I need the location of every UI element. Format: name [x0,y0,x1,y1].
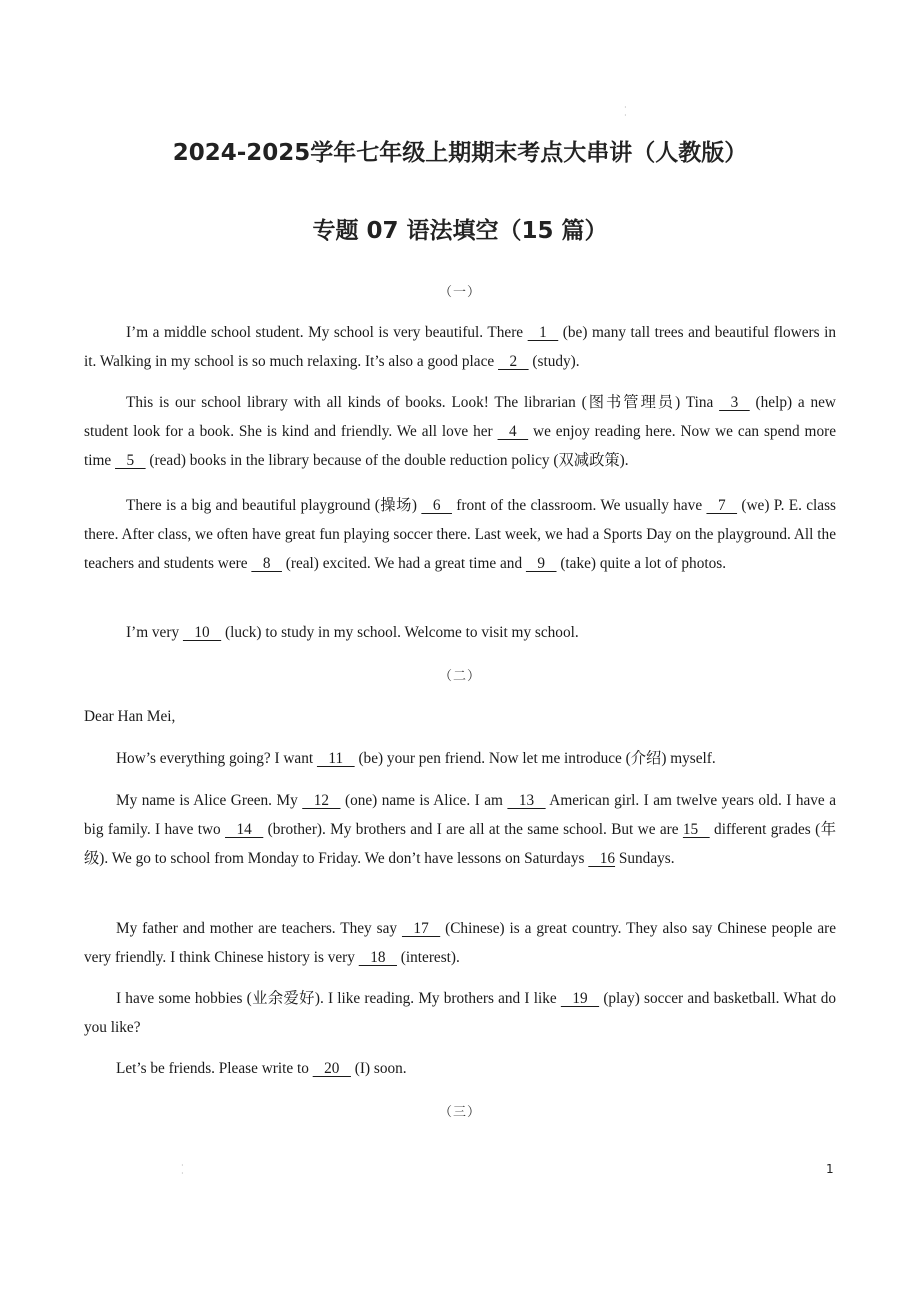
blank-1: 1 [527,324,559,341]
blank-8: 8 [251,555,282,572]
blank-20: 20 [312,1060,351,1077]
blank-5: 5 [115,452,146,469]
passage2-paragraph-4: I have some hobbies (业余爱好). I like reading. My brothers and I like 19 (play) soccer and basketball. What do you like? [84,984,836,1042]
passage1-paragraph-1: I’m a middle school student. My school is very beautiful. There 1 (be) many tall trees and beautiful flowers in it. Walking in my school is so much relaxing. It’s also a good place 2 (study). [84,318,836,376]
blank-18: 18 [358,949,397,966]
blank-15: 15 [682,821,710,838]
passage1-paragraph-2: This is our school library with all kinds of books. Look! The librarian (图书管理员) Tina 3 (help) a new student look for a book. She is kind and friendly. We all love her 4 we enjoy reading here. Now we can spend more time 5 (read) books in the library because of the double reduction policy (双减政策). [84,388,836,475]
blank-3: 3 [719,394,750,411]
section-heading-two: （二） [438,668,481,683]
blank-6: 6 [421,497,452,514]
blank-4: 4 [497,423,529,440]
blank-16: 16 [588,850,616,867]
document-subtitle: 专题 07 语法填空（15 篇） [312,218,608,244]
passage1-paragraph-4: I’m very 10 (luck) to study in my school. Welcome to visit my school. [84,618,836,647]
blank-12: 12 [302,792,341,809]
passage2-paragraph-5: Let’s be friends. Please write to 20 (I) soon. [84,1054,836,1083]
header-mark: · · [624,103,627,120]
blank-19: 19 [560,990,600,1007]
letter-greeting: Dear Han Mei, [84,708,176,725]
passage1-paragraph-3: There is a big and beautiful playground (操场) 6 front of the classroom. We usually have 7 (we) P. E. class there. After class, we often have great fun playing soccer there. Last week, we had a Sports Day on the playground. All the teachers and students were 8 (real) excited. We had a great time and 9 (take) quite a lot of photos. [84,491,836,578]
section-heading-one: （一） [438,284,481,299]
blank-17: 17 [401,920,441,937]
blank-14: 14 [225,821,264,838]
footer-mark: · · [181,1161,184,1178]
passage2-paragraph-2: My name is Alice Green. My 12 (one) name is Alice. I am 13 American girl. I am twelve years old. I have a big family. I have two 14 (brother). My brothers and I are all at the same school. But we are 15 different grades (年级). We go to school from Monday to Friday. We don’t have lessons on Saturdays 16 Sundays. [84,786,836,873]
page-number: 1 [826,1162,834,1176]
section-heading-three: （三） [438,1104,481,1119]
passage2-paragraph-1: How’s everything going? I want 11 (be) your pen friend. Now let me introduce (介绍) myself. [84,744,836,773]
blank-13: 13 [507,792,546,809]
blank-9: 9 [525,555,557,572]
blank-10: 10 [182,624,222,641]
blank-7: 7 [706,497,738,514]
passage2-paragraph-3: My father and mother are teachers. They say 17 (Chinese) is a great country. They also say Chinese people are very friendly. I think Chinese history is very 18 (interest). [84,914,836,972]
blank-11: 11 [316,750,355,767]
blank-2: 2 [498,353,529,370]
document-title: 2024-2025学年七年级上期期末考点大串讲（人教版） [172,140,748,166]
